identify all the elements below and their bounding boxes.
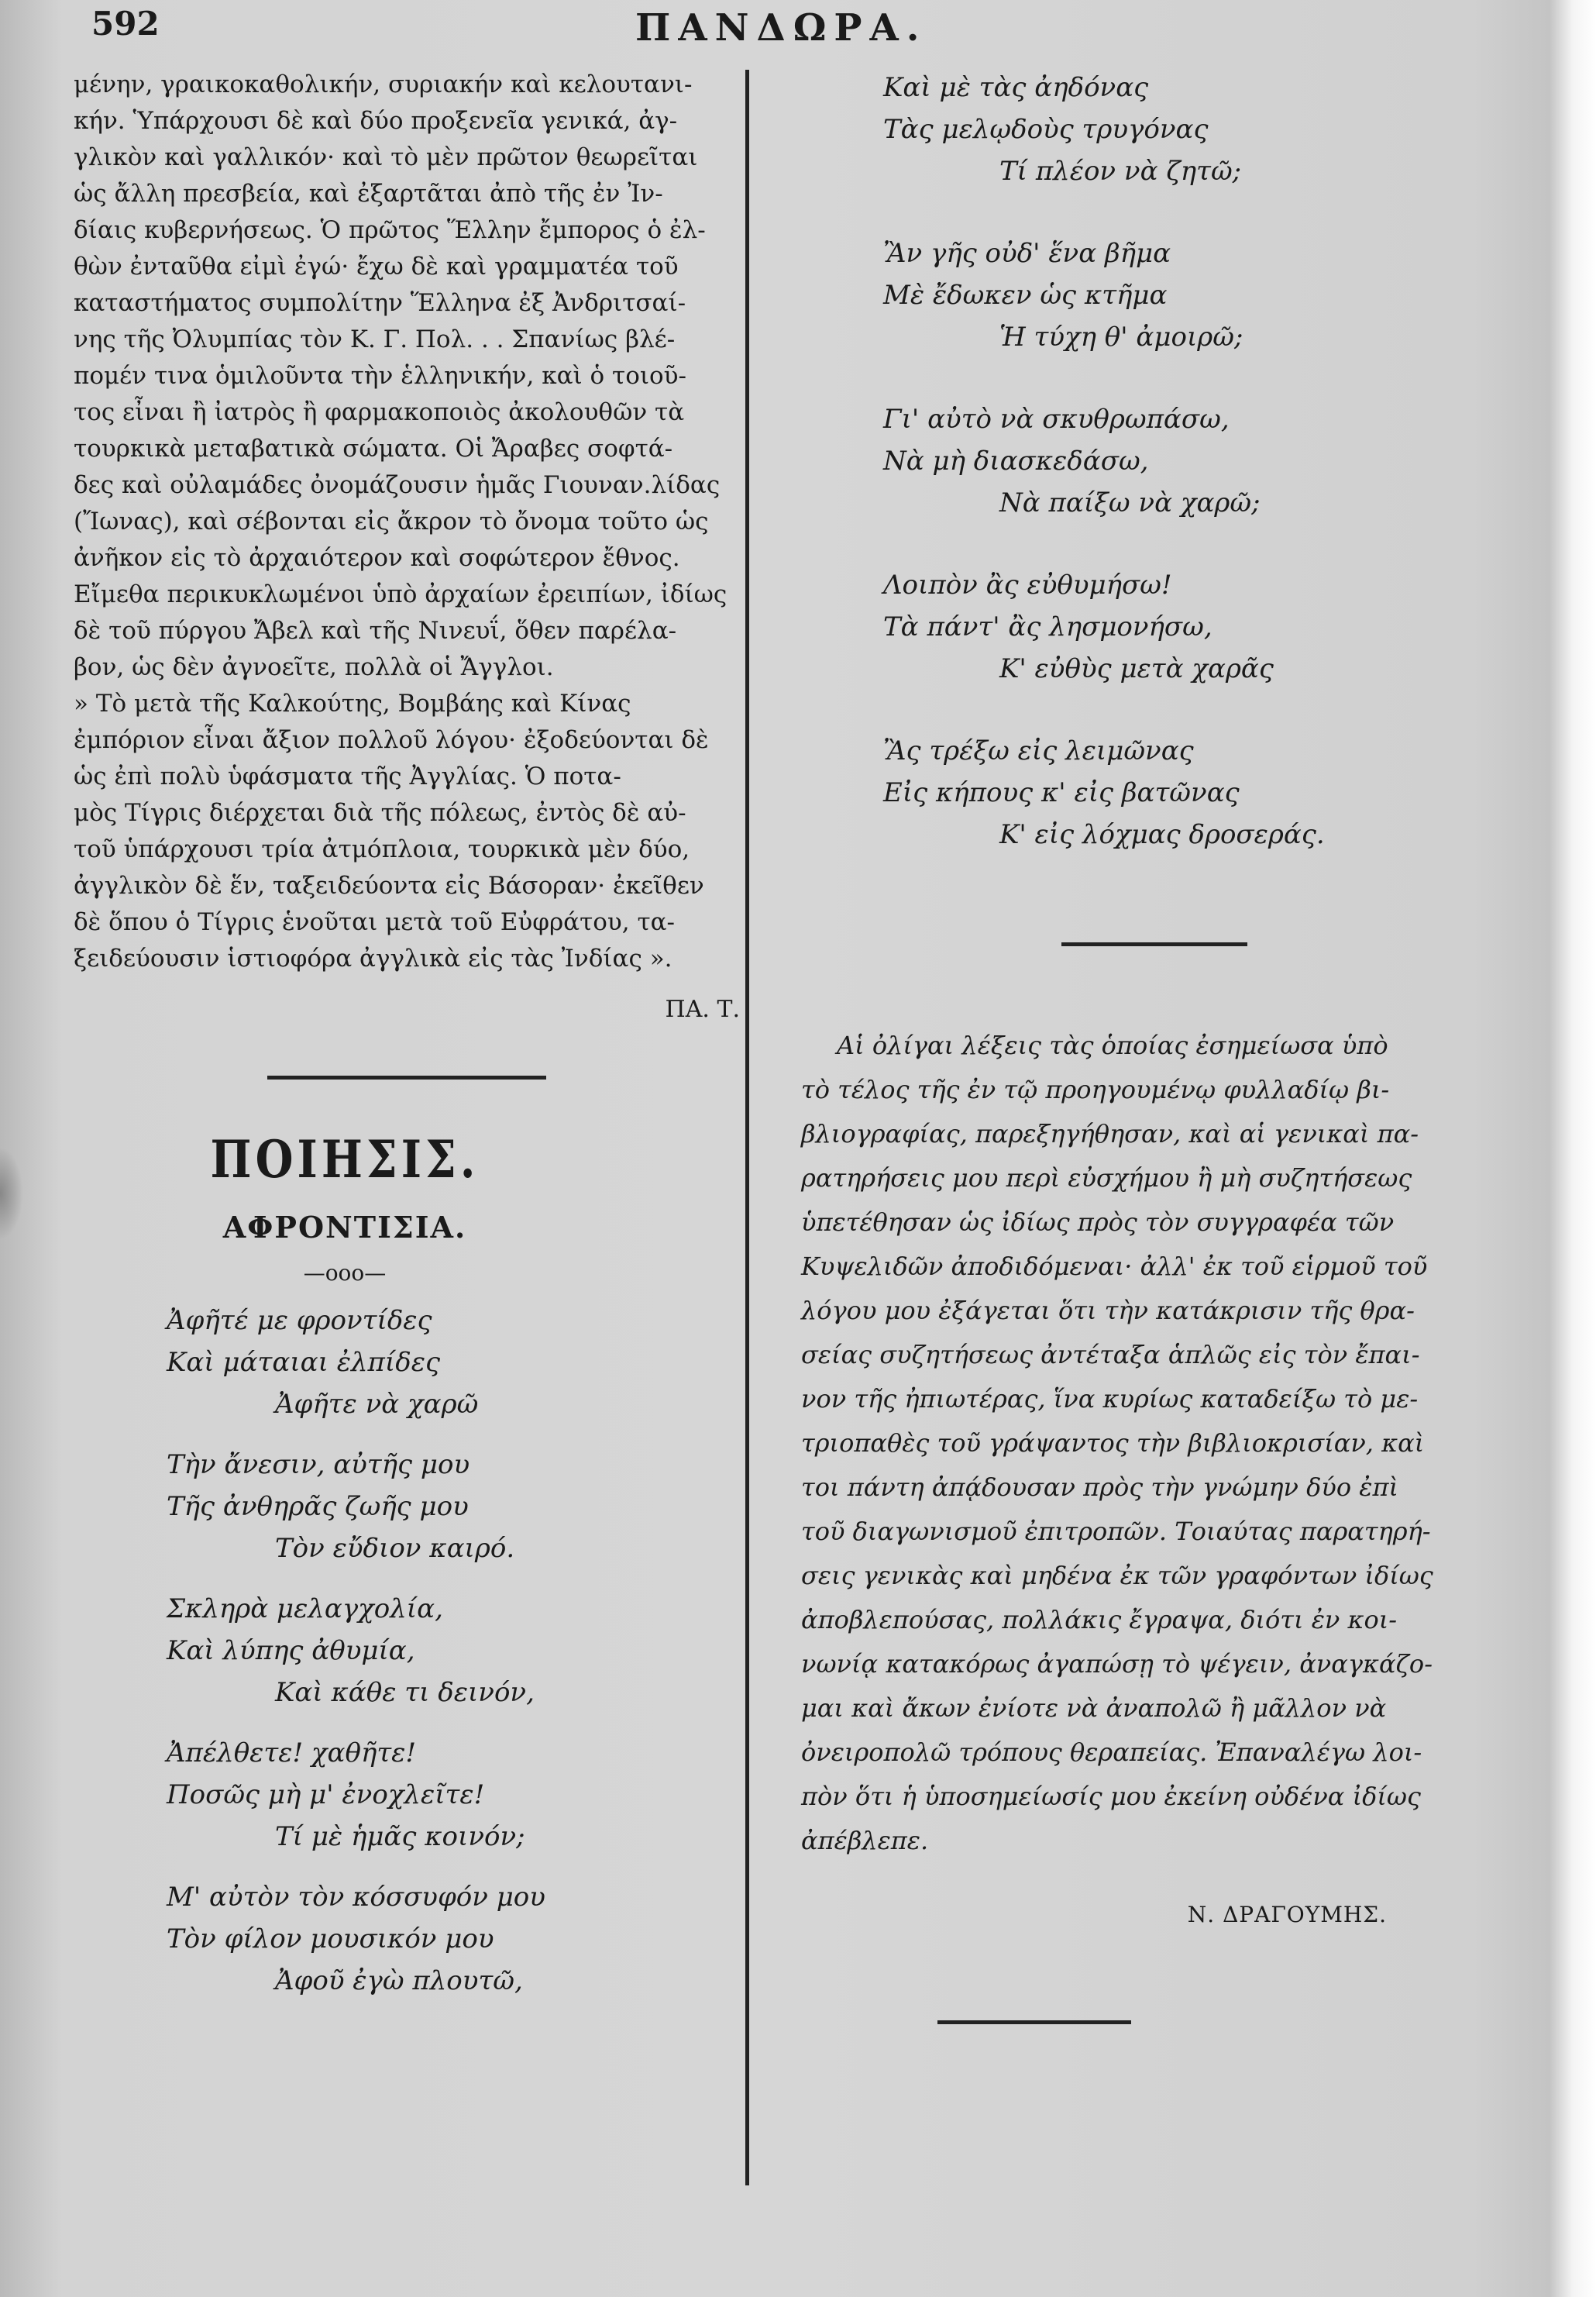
poem-stanza — [74, 1732, 748, 1858]
verse-line: Τῆς ἀνθηρᾶς ζωῆς μου — [167, 1491, 469, 1522]
prose-line: καταστήματος συμπολίτην Ἕλληνα ἐξ Ἀνδριτσαί- — [74, 289, 686, 317]
note-line: ρατηρήσεις μου περὶ εὐσχήμου ἢ μὴ συζητήσεως — [801, 1163, 1412, 1193]
prose-line: μένην, γραικοκαθολικήν, συριακήν καὶ κελουτανι- — [74, 71, 693, 98]
note-line: λόγου μου ἐξάγεται ὅτι τὴν κατάκρισιν τῆς θρα- — [801, 1296, 1415, 1325]
end-rule — [937, 2020, 1131, 2024]
prose-line: νης τῆς Ὀλυμπίας τὸν Κ. Γ. Πολ. . . Σπανίως βλέ- — [74, 325, 676, 353]
verse-line: Εἰς κήπους κ' εἰς βατῶνας — [883, 777, 1240, 808]
verse-line: Καὶ μὲ τὰς ἀηδόνας — [883, 72, 1149, 103]
prose-line: ἐμπόριον εἶναι ἄξιον πολλοῦ λόγου· ἐξοδεύονται δὲ — [74, 726, 709, 754]
left-column — [74, 67, 748, 2002]
prose-line: δες καὶ οὐλαμάδες ὀνομάζουσιν ἡμᾶς Γιουναν.λίδας — [74, 471, 721, 499]
poem-title: ΑΦΡΟΝΤΙΣΙΑ. — [222, 1210, 467, 1245]
article-signature: ΠΑ. Τ. — [665, 996, 740, 1023]
prose-line: (Ἴωνας), καὶ σέβονται εἰς ἄκρον τὸ ὄνομα τοῦτο ὡς — [74, 508, 709, 536]
verse-line: Λοιπὸν ἂς εὐθυμήσω! — [883, 570, 1172, 601]
section-heading: ΠΟΙΗΣΙΣ. — [210, 1129, 480, 1190]
note-line: Αἱ ὀλίγαι λέξεις τὰς ὁποίας ἐσημείωσα ὑπὸ — [837, 1031, 1388, 1060]
prose-line: τουρκικὰ μεταβατικὰ σώματα. Οἱ Ἄραβες σοφτά- — [74, 435, 673, 463]
poem-stanza — [775, 564, 1472, 690]
editor-note — [775, 1024, 1472, 1863]
poem-stanza — [74, 1588, 748, 1713]
verse-line: Ἂς τρέξω εἰς λειμῶνας — [883, 735, 1194, 766]
verse-line: Νὰ παίξω νὰ χαρῶ; — [999, 487, 1261, 518]
poem-stanza — [74, 1876, 748, 2002]
binding-mark — [0, 1147, 23, 1240]
note-line: βλιογραφίας, παρεξηγήθησαν, καὶ αἱ γενικαὶ πα- — [801, 1119, 1419, 1148]
page-number: 592 — [91, 5, 160, 43]
verse-line: Ἀφῆτέ με φροντίδες — [167, 1305, 432, 1336]
poem-stanza — [74, 1300, 748, 1425]
verse-line: Τὴν ἄνεσιν, αὐτῆς μου — [167, 1449, 470, 1480]
verse-line: Μὲ ἔδωκεν ὡς κτῆμα — [883, 280, 1168, 311]
note-line: πὸν ὅτι ἡ ὑποσημείωσίς μου ἐκείνη οὐδένα ἰδίως — [801, 1782, 1421, 1811]
prose-line: δὲ τοῦ πύργου Ἄβελ καὶ τῆς Νινευΐ, ὅθεν παρέλα- — [74, 617, 677, 645]
verse-line: Καὶ κάθε τι δεινόν, — [275, 1677, 535, 1708]
prose-line: τος εἶναι ἢ ἰατρὸς ἢ φαρμακοποιὸς ἀκολουθῶν τὰ — [74, 398, 685, 426]
prose-line: ὡς ἄλλη πρεσβεία, καὶ ἐξαρτᾶται ἀπὸ τῆς ἐν Ἰν- — [74, 180, 663, 208]
verse-line: Καὶ μάταιαι ἐλπίδες — [167, 1347, 440, 1378]
verse-line: Τὸν φίλον μουσικόν μου — [167, 1923, 494, 1954]
verse-line: Σκληρὰ μελαγχολία, — [167, 1593, 443, 1624]
note-line: τοι πάντη ἀπᾴδουσαν πρὸς τὴν γνώμην δύο ἐπὶ — [801, 1472, 1399, 1502]
section-rule — [267, 1076, 546, 1080]
verse-line: Ἀφοῦ ἐγὼ πλουτῶ, — [275, 1965, 523, 1996]
prose-line: τοῦ ὑπάρχουσι τρία ἀτμόπλοια, τουρκικὰ μὲν δύο, — [74, 835, 690, 863]
verse-line: Ἡ τύχη θ' ἀμοιρῶ; — [999, 322, 1243, 353]
section-rule — [1061, 942, 1247, 946]
verse-line: Γι' αὐτὸ νὰ σκυθρωπάσω, — [883, 404, 1230, 435]
note-line: νωνίᾳ κατακόρως ἀγαπώσῃ τὸ ψέγειν, ἀναγκάζο- — [801, 1649, 1433, 1679]
note-line: νον τῆς ἠπιωτέρας, ἵνα κυρίως καταδείξω τὸ με- — [801, 1384, 1419, 1414]
verse-line: Τὰς μελῳδοὺς τρυγόνας — [883, 114, 1209, 145]
prose-line: κήν. Ὑπάρχουσι δὲ καὶ δύο προξενεῖα γενικά, ἀγ- — [74, 107, 678, 135]
note-signature: Ν. ΔΡΑΓΟΥΜΗΣ. — [1187, 1902, 1387, 1927]
right-column — [775, 67, 1472, 2024]
poem-stanza — [775, 67, 1472, 192]
note-line: ἀπέβλεπε. — [801, 1826, 929, 1855]
verse-line: Κ' εὐθὺς μετὰ χαρᾶς — [999, 653, 1274, 684]
note-line: σείας συζητήσεως ἀντέταξα ἁπλῶς εἰς τὸν ἔπαι- — [801, 1340, 1420, 1369]
prose-line: γλικὸν καὶ γαλλικόν· καὶ τὸ μὲν πρῶτον θεωρεῖται — [74, 143, 698, 171]
poem-stanza — [74, 1444, 748, 1569]
prose-line: βον, ὡς δὲν ἀγνοεῖτε, πολλὰ οἱ Ἄγγλοι. — [74, 653, 554, 681]
verse-line: Μ' αὐτὸν τὸν κόσσυφόν μου — [167, 1882, 545, 1913]
note-line: ὀνειροπολῶ τρόπους θεραπείας. Ἐπαναλέγω λοι- — [801, 1737, 1422, 1767]
prose-line: » Τὸ μετὰ τῆς Καλκούτης, Βομβάης καὶ Κίνας — [74, 690, 631, 718]
verse-line: Ποσῶς μὴ μ' ἐνοχλεῖτε! — [167, 1779, 485, 1810]
prose-line: μὸς Τίγρις διέρχεται διὰ τῆς πόλεως, ἐντὸς δὲ αὐ- — [74, 799, 686, 827]
verse-line: Κ' εἰς λόχμας δροσεράς. — [999, 819, 1325, 850]
note-line: Κυψελιδῶν ἀποδιδόμεναι· ἀλλ' ἐκ τοῦ εἱρμοῦ τοῦ — [801, 1252, 1428, 1281]
poem-stanza — [775, 730, 1472, 856]
prose-line: ὡς ἐπὶ πολὺ ὑφάσματα τῆς Ἀγγλίας. Ὁ ποτα- — [74, 763, 621, 790]
ornament: —οοο— — [303, 1260, 387, 1286]
prose-line: δὲ ὅπου ὁ Τίγρις ἑνοῦται μετὰ τοῦ Εὐφράτου, τα- — [74, 908, 676, 936]
prose-line: Εἴμεθα περικυκλωμένοι ὑπὸ ἀρχαίων ἐρειπίων, ἰδίως — [74, 580, 727, 608]
verse-line: Ἂν γῆς οὐδ' ἕνα βῆμα — [883, 238, 1171, 269]
note-line: σεις γενικὰς καὶ μηδένα ἐκ τῶν γραφόντων ἰδίως — [801, 1561, 1433, 1590]
prose-line: ἀνῆκον εἰς τὸ ἀρχαιότερον καὶ σοφώτερον ἔθνος. — [74, 544, 680, 572]
prose-line: θὼν ἐνταῦθα εἰμὶ ἐγώ· ἔχω δὲ καὶ γραμματέα τοῦ — [74, 253, 679, 281]
note-line: τοῦ διαγωνισμοῦ ἐπιτροπῶν. Τοιαύτας παρατηρή- — [801, 1517, 1431, 1546]
note-line: τριοπαθὲς τοῦ γράψαντος τὴν βιβλιοκρισίαν, καὶ — [801, 1428, 1425, 1458]
verse-line: Καὶ λύπης ἀθυμία, — [167, 1635, 415, 1666]
verse-line: Ἀπέλθετε! χαθῆτε! — [167, 1737, 417, 1768]
prose-line: δίαις κυβερνήσεως. Ὁ πρῶτος Ἕλλην ἔμπορος ὁ ἐλ- — [74, 216, 706, 244]
prose-line: πομέν τινα ὁμιλοῦντα τὴν ἑλληνικήν, καὶ ὁ τοιοῦ- — [74, 362, 686, 390]
left-prose — [74, 67, 748, 977]
prose-line: ἀγγλικὸν δὲ ἕν, ταξειδεύοντα εἰς Βάσοραν· ἐκεῖθεν — [74, 872, 704, 900]
verse-line: Τὸν εὔδιον καιρό. — [275, 1533, 515, 1564]
verse-line: Τὰ πάντ' ἂς λησμονήσω, — [883, 611, 1212, 642]
note-line: ἀποβλεπούσας, πολλάκις ἔγραψα, διότι ἐν κοι- — [801, 1605, 1398, 1634]
poem-stanza — [775, 232, 1472, 358]
verse-line: Τί μὲ ἡμᾶς κοινόν; — [275, 1821, 525, 1852]
note-line: τὸ τέλος τῆς ἐν τῷ προηγουμένῳ φυλλαδίῳ βι- — [801, 1075, 1390, 1104]
verse-line: Νὰ μὴ διασκεδάσω, — [883, 446, 1149, 477]
verse-line: Τί πλέον νὰ ζητῶ; — [999, 156, 1242, 187]
prose-line: ξειδεύουσιν ἱστιοφόρα ἀγγλικὰ εἰς τὰς Ἰνδίας ». — [74, 945, 672, 973]
note-line: μαι καὶ ἄκων ἐνίοτε νὰ ἀναπολῶ ἢ μᾶλλον νὰ — [801, 1693, 1387, 1723]
poem-stanza — [775, 398, 1472, 524]
note-line: ὑπετέθησαν ὡς ἰδίως πρὸς τὸν συγγραφέα τῶν — [801, 1207, 1395, 1237]
verse-line: Ἀφῆτε νὰ χαρῶ — [275, 1389, 479, 1420]
running-title: ΠΑΝΔΩΡΑ. — [635, 6, 927, 50]
